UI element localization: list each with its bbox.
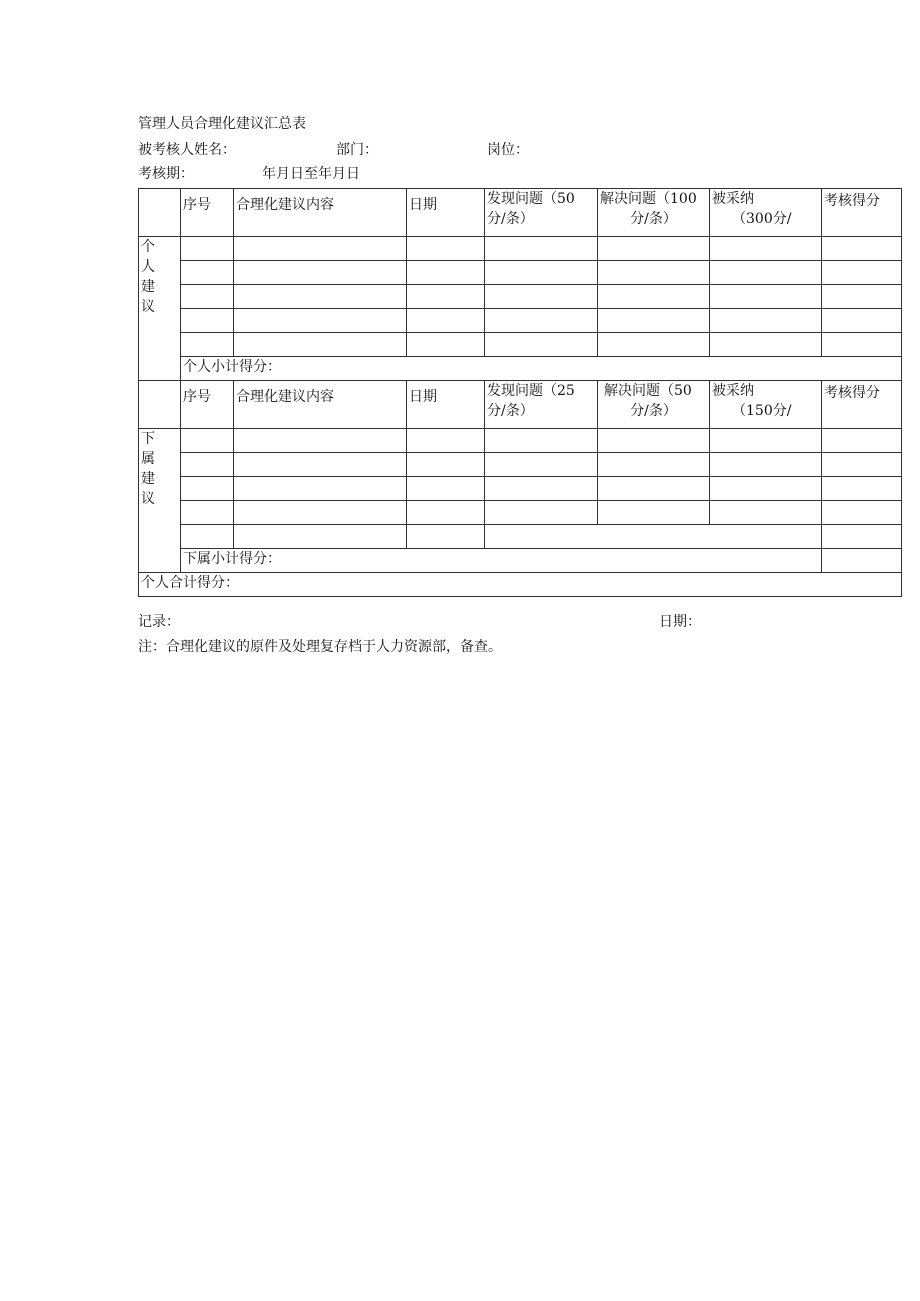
adopt-line-1: 被采纳 bbox=[712, 383, 754, 399]
cell-input[interactable] bbox=[485, 453, 598, 477]
table-row bbox=[139, 285, 902, 309]
post-label: 岗位： bbox=[487, 142, 529, 158]
cell-input[interactable] bbox=[181, 429, 234, 453]
personal-subtotal: 个人小计得分： bbox=[181, 357, 902, 381]
table-row bbox=[139, 477, 902, 501]
header-content: 合理化建议内容 bbox=[234, 381, 407, 429]
page-title: 管理人员合理化建议汇总表 bbox=[138, 116, 306, 132]
footer-date-label: 日期： bbox=[659, 614, 701, 630]
cell-input[interactable] bbox=[234, 333, 407, 357]
find-line-1: 发现问题（25 bbox=[487, 383, 575, 399]
cell-input[interactable] bbox=[710, 285, 822, 309]
header-solve-problem bbox=[598, 381, 710, 429]
cell-input[interactable] bbox=[407, 429, 485, 453]
cell-input[interactable] bbox=[822, 285, 902, 309]
solve-line-2: 分/条） bbox=[630, 211, 677, 227]
cell-input[interactable] bbox=[234, 429, 407, 453]
cell-input[interactable] bbox=[234, 453, 407, 477]
examinee-name-label: 被考核人姓名： bbox=[138, 142, 236, 158]
cell-input[interactable] bbox=[181, 285, 234, 309]
cell-input[interactable] bbox=[598, 501, 710, 525]
subordinate-subtotal-score[interactable] bbox=[822, 549, 902, 573]
cell-input[interactable] bbox=[822, 501, 902, 525]
header-date: 日期 bbox=[407, 189, 485, 237]
cell-input[interactable] bbox=[407, 501, 485, 525]
record-label: 记录： bbox=[138, 614, 180, 630]
cell-input[interactable] bbox=[485, 237, 598, 261]
cell-input[interactable] bbox=[710, 453, 822, 477]
adopt-line-2: （300分/ bbox=[732, 211, 792, 227]
table-row bbox=[139, 309, 902, 333]
personal-total: 个人合计得分： bbox=[139, 573, 902, 597]
cell-input[interactable] bbox=[822, 237, 902, 261]
header-seq: 序号 bbox=[181, 381, 234, 429]
cell-input[interactable] bbox=[598, 285, 710, 309]
total-row bbox=[139, 573, 902, 597]
cell-input[interactable] bbox=[407, 285, 485, 309]
cell-input[interactable] bbox=[822, 261, 902, 285]
header-find-problem bbox=[485, 381, 598, 429]
cell-input[interactable] bbox=[407, 261, 485, 285]
cell-input[interactable] bbox=[234, 309, 407, 333]
cell-input[interactable] bbox=[181, 237, 234, 261]
cell-input[interactable] bbox=[407, 333, 485, 357]
table-row bbox=[139, 261, 902, 285]
corner-cell bbox=[139, 189, 181, 237]
table-row bbox=[139, 453, 902, 477]
subordinate-subtotal: 下属小计得分： bbox=[181, 549, 822, 573]
header-score: 考核得分 bbox=[822, 381, 902, 429]
personal-header-row bbox=[139, 189, 902, 237]
cell-input[interactable] bbox=[485, 309, 598, 333]
corner-cell bbox=[139, 381, 181, 429]
cell-input[interactable] bbox=[234, 525, 407, 549]
header-date: 日期 bbox=[407, 381, 485, 429]
cell-input[interactable] bbox=[822, 333, 902, 357]
note-text: 注：合理化建议的原件及处理复存档于人力资源部，备查。 bbox=[138, 639, 502, 655]
cell-input-merged[interactable] bbox=[485, 525, 822, 549]
table-row bbox=[139, 333, 902, 357]
cell-input[interactable] bbox=[598, 309, 710, 333]
cell-input[interactable] bbox=[485, 501, 598, 525]
cell-input[interactable] bbox=[234, 477, 407, 501]
header-find-problem bbox=[485, 189, 598, 237]
subordinate-side-label: 下 属 建 议 bbox=[139, 429, 181, 573]
cell-input[interactable] bbox=[822, 525, 902, 549]
find-line-2: 分/条） bbox=[487, 403, 534, 419]
cell-input[interactable] bbox=[485, 261, 598, 285]
header-adopted bbox=[710, 381, 822, 429]
department-label: 部门： bbox=[336, 142, 378, 158]
table-row bbox=[139, 429, 902, 453]
header-score: 考核得分 bbox=[822, 189, 902, 237]
cell-input[interactable] bbox=[181, 501, 234, 525]
cell-input[interactable] bbox=[598, 477, 710, 501]
cell-input[interactable] bbox=[822, 477, 902, 501]
cell-input[interactable] bbox=[598, 237, 710, 261]
cell-input[interactable] bbox=[710, 309, 822, 333]
find-line-1: 发现问题（50 bbox=[487, 191, 575, 207]
find-line-2: 分/条） bbox=[487, 211, 534, 227]
period-value: 年月日至年月日 bbox=[262, 166, 360, 182]
table-row bbox=[139, 237, 902, 261]
personal-subtotal-row bbox=[139, 357, 902, 381]
table-row bbox=[139, 501, 902, 525]
adopt-line-2: （150分/ bbox=[732, 403, 792, 419]
cell-input[interactable] bbox=[407, 453, 485, 477]
cell-input[interactable] bbox=[234, 285, 407, 309]
cell-input[interactable] bbox=[598, 453, 710, 477]
cell-input[interactable] bbox=[822, 453, 902, 477]
cell-input[interactable] bbox=[181, 477, 234, 501]
cell-input[interactable] bbox=[710, 477, 822, 501]
cell-input[interactable] bbox=[407, 237, 485, 261]
cell-input[interactable] bbox=[485, 477, 598, 501]
cell-input[interactable] bbox=[485, 333, 598, 357]
subordinate-subtotal-row bbox=[139, 549, 902, 573]
cell-input[interactable] bbox=[598, 333, 710, 357]
cell-input[interactable] bbox=[407, 309, 485, 333]
subordinate-header-row bbox=[139, 381, 902, 429]
table-row bbox=[139, 525, 902, 549]
cell-input[interactable] bbox=[822, 429, 902, 453]
cell-input[interactable] bbox=[598, 429, 710, 453]
cell-input[interactable] bbox=[710, 429, 822, 453]
cell-input[interactable] bbox=[710, 261, 822, 285]
solve-line-1: 解决问题（50 bbox=[604, 383, 692, 399]
header-solve-problem bbox=[598, 189, 710, 237]
cell-input[interactable] bbox=[407, 477, 485, 501]
header-seq: 序号 bbox=[181, 189, 234, 237]
cell-input[interactable] bbox=[234, 501, 407, 525]
cell-input[interactable] bbox=[710, 501, 822, 525]
cell-input[interactable] bbox=[181, 525, 234, 549]
cell-input[interactable] bbox=[822, 309, 902, 333]
solve-line-1: 解决问题（100 bbox=[600, 191, 697, 207]
period-label: 考核期： bbox=[138, 166, 194, 182]
cell-input[interactable] bbox=[710, 333, 822, 357]
cell-input[interactable] bbox=[181, 333, 234, 357]
cell-input[interactable] bbox=[181, 309, 234, 333]
personal-side-label: 个 人 建 议 bbox=[139, 237, 181, 381]
header-content: 合理化建议内容 bbox=[234, 189, 407, 237]
adopt-line-1: 被采纳 bbox=[712, 191, 754, 207]
cell-input[interactable] bbox=[407, 525, 485, 549]
suggestion-summary-table bbox=[138, 188, 902, 597]
cell-input[interactable] bbox=[234, 237, 407, 261]
cell-input[interactable] bbox=[485, 285, 598, 309]
cell-input[interactable] bbox=[181, 453, 234, 477]
header-adopted bbox=[710, 189, 822, 237]
solve-line-2: 分/条） bbox=[630, 403, 677, 419]
cell-input[interactable] bbox=[710, 237, 822, 261]
cell-input[interactable] bbox=[485, 429, 598, 453]
cell-input[interactable] bbox=[181, 261, 234, 285]
cell-input[interactable] bbox=[598, 261, 710, 285]
cell-input[interactable] bbox=[234, 261, 407, 285]
